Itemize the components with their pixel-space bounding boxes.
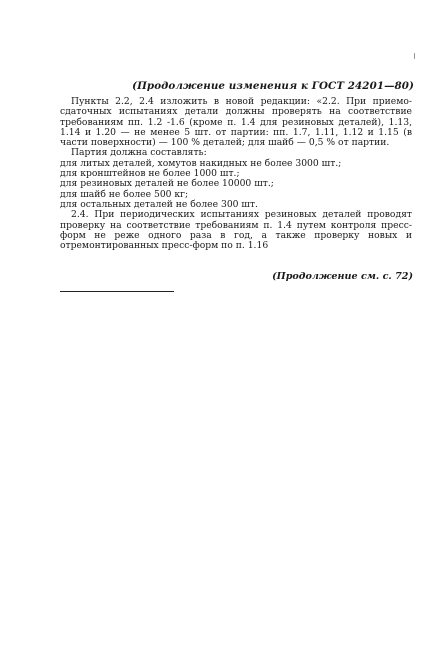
paragraph-amendment: Пункты 2.2, 2.4 изложить в новой редакции: «2.2. При приемо-сдаточных испытаниях детали должны проверять на соответствие требованиям пп. 1.2 -1.6 (кроме п. 1.4 для резиновых деталей), 1.13, 1.14 и 1.20 — не менее 5 шт. от партии: пп. 1.7, 1.11, 1.12 и 1.15 (в части поверхности) — 100 % деталей; для шайб — 0,5 % от партии. — [60, 96, 412, 149]
list-item: для кронштейнов не более 1000 шт.; — [60, 168, 240, 180]
body-text — [60, 97, 412, 251]
list-item: для шайб не более 500 кг; — [60, 188, 189, 200]
list-item: для резиновых деталей не более 10000 шт.; — [60, 178, 274, 190]
divider-rule — [60, 291, 174, 292]
margin-mark — [414, 53, 415, 59]
continuation-header: (Продолжение изменения к ГОСТ 24201—80) — [132, 80, 414, 92]
list-item: для остальных деталей не более 300 шт. — [60, 198, 258, 210]
paragraph-batch-intro: Партия должна составлять: — [71, 147, 207, 159]
paragraph-periodic-tests: 2.4. При периодических испытаниях резиновых деталей проводят проверку на соответствие требованиям п. 1.4 путем контроля пресс-форм не реже одного раза в год, а также проверку новых и отремонтированных пресс-форм по п. 1.16 — [60, 209, 412, 252]
continuation-note: (Продолжение см. с. 72) — [272, 271, 413, 282]
list-item: для литых деталей, хомутов накидных не более 3000 шт.; — [60, 157, 342, 169]
